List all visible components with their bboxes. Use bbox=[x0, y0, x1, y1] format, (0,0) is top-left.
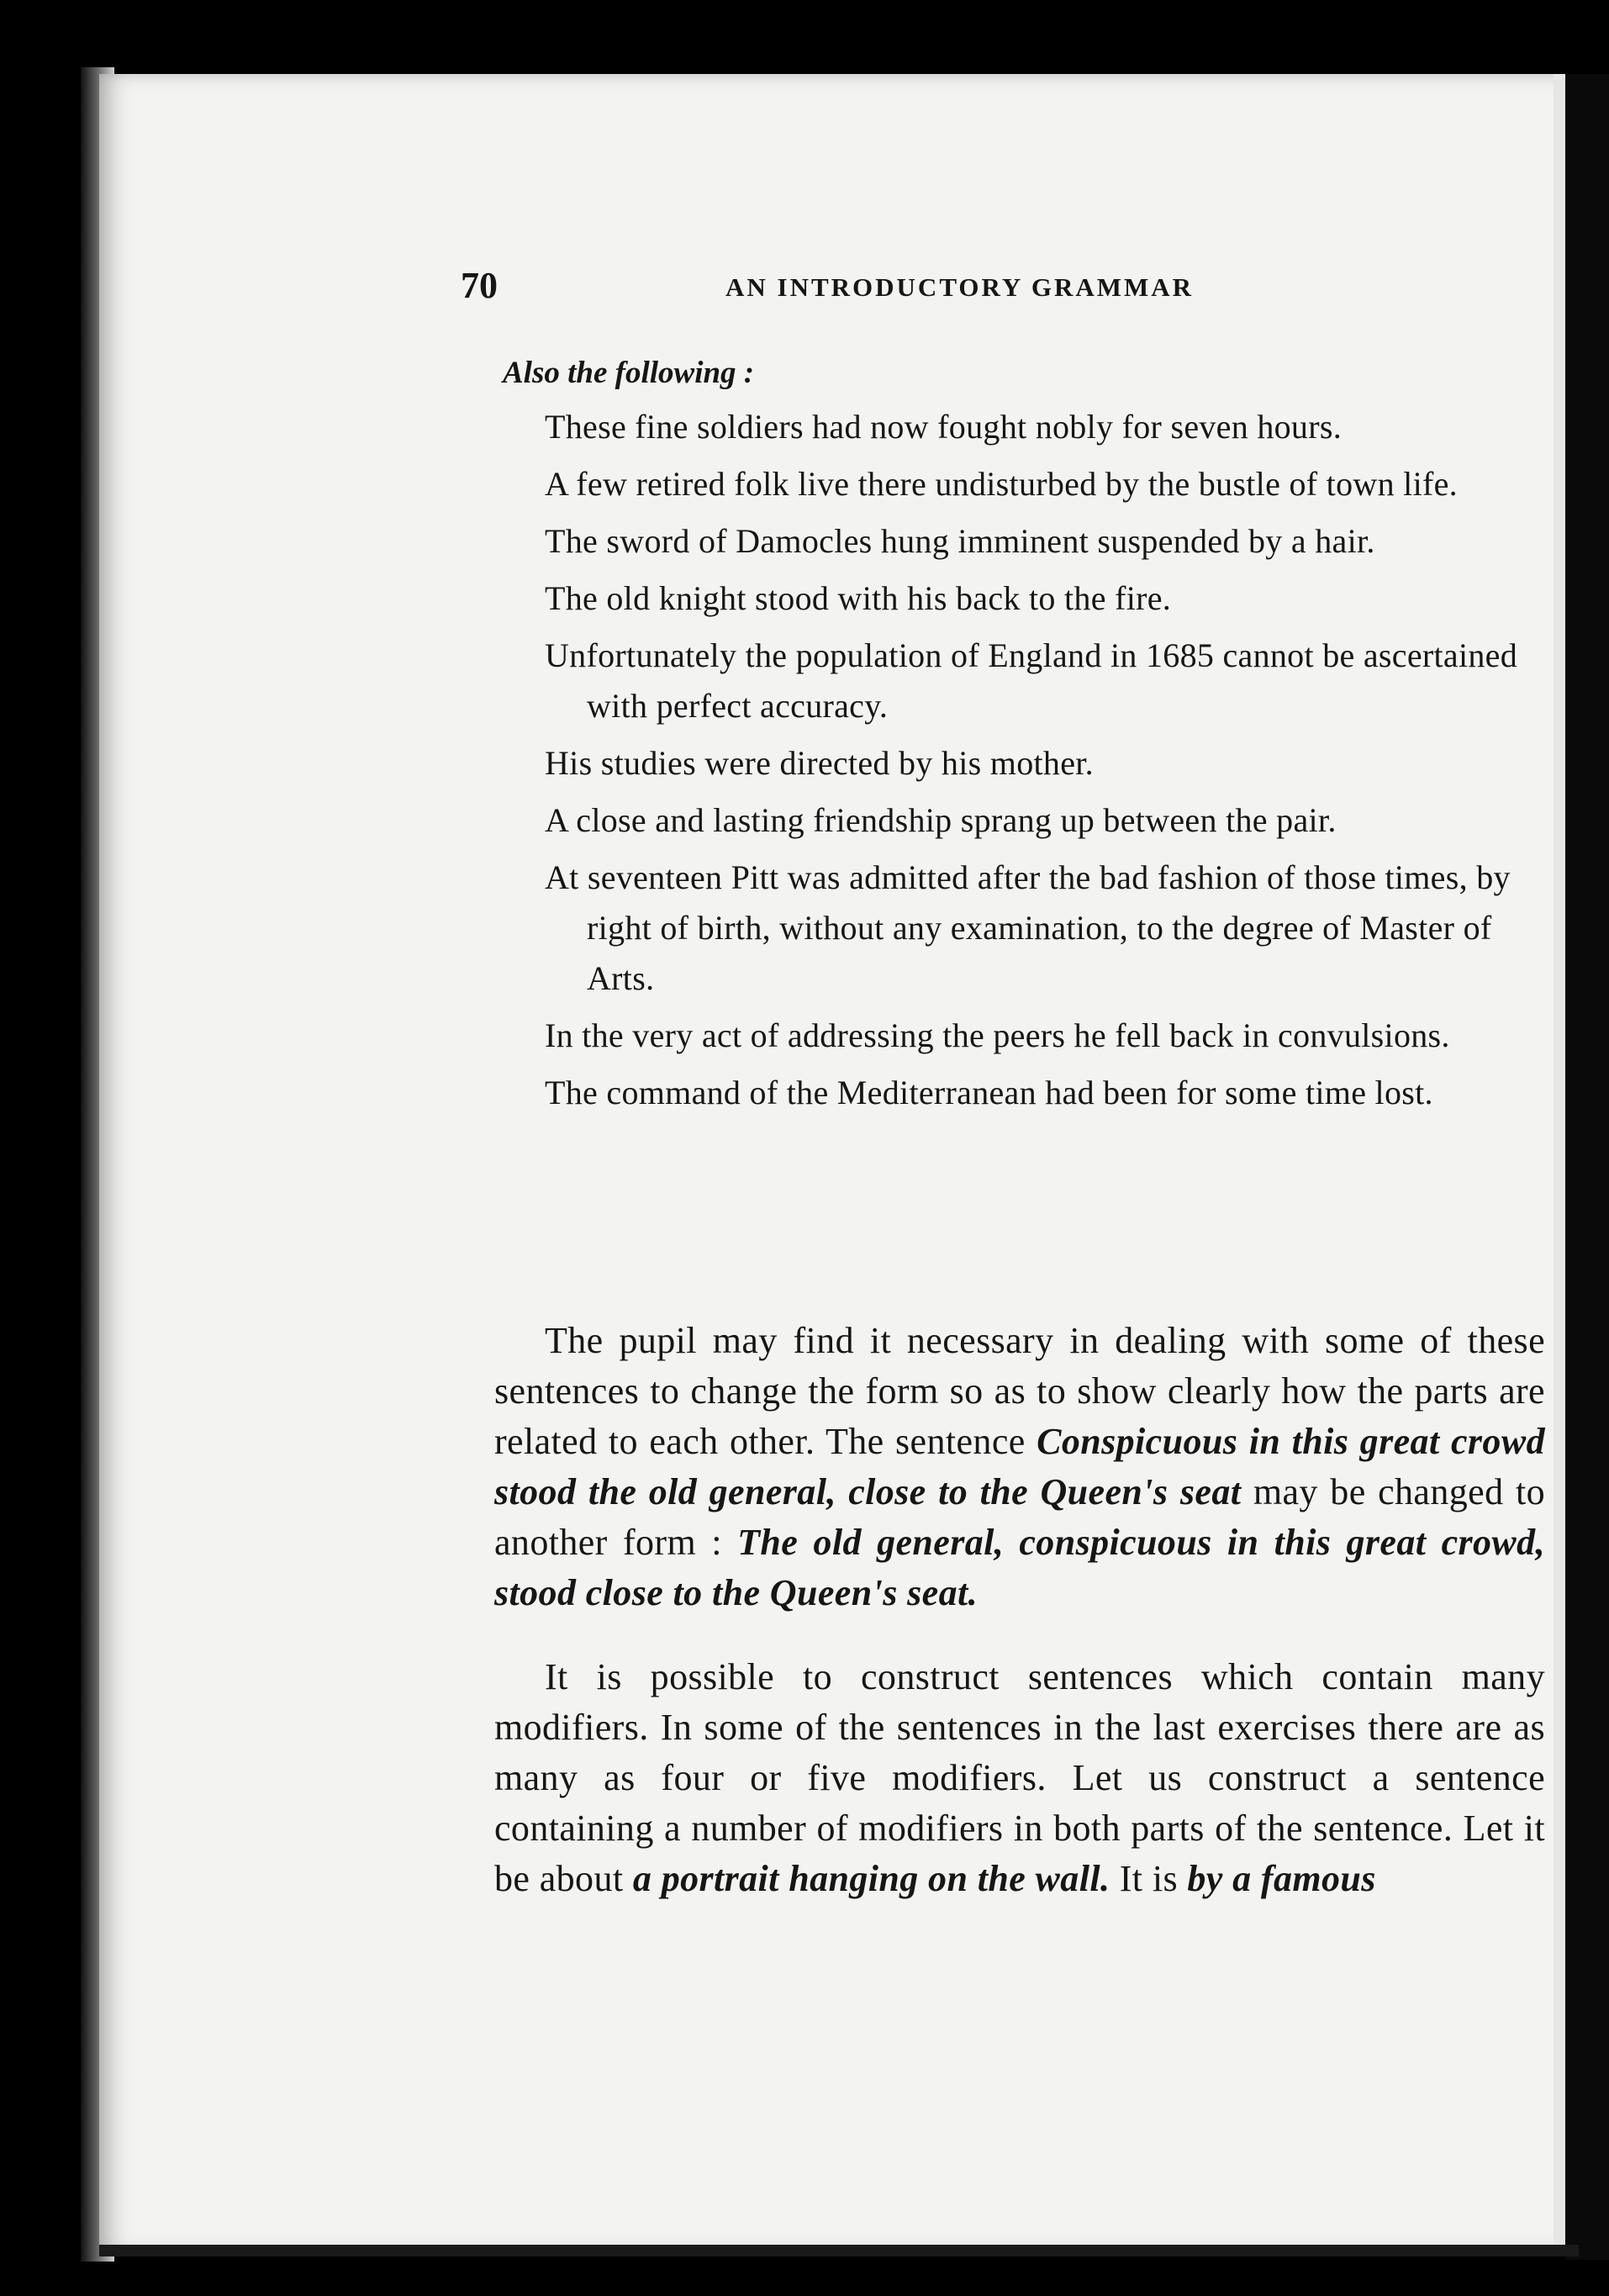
example-sentence: The old knight stood with his back to the fire. bbox=[545, 579, 1172, 617]
italic-example: a portrait hanging on the wall. bbox=[632, 1858, 1110, 1899]
example-sentence-list bbox=[545, 402, 1537, 1125]
example-sentence: Unfortunately the population of England in 1685 cannot be ascertained with perfect accuracy. bbox=[545, 636, 1518, 725]
running-head bbox=[461, 261, 1495, 311]
paragraph-modifiers bbox=[494, 1652, 1545, 1904]
scan-border-right bbox=[1565, 74, 1609, 2260]
body-text bbox=[494, 1316, 1545, 1938]
paragraph-text: It is bbox=[1110, 1858, 1188, 1899]
paragraph-text: It is possible to construct sentences which contain many modifiers. In some of the sentences in the last exercises there are as many as four or five modifiers. Let us construct a sentence containing a number of modifiers in both parts of the sentence. Let it be about bbox=[494, 1656, 1545, 1899]
running-head-title: AN INTRODUCTORY GRAMMAR bbox=[725, 272, 1195, 302]
example-sentence: The command of the Mediterranean had been for some time lost. bbox=[545, 1074, 1433, 1111]
examples-intro: Also the following : bbox=[503, 356, 755, 390]
paragraph-text: The pupil may find it necessary in dealing with some of these sentences to change the form so as to show clearly how the parts are related to each other. The sentence bbox=[494, 1320, 1545, 1462]
example-sentence: In the very act of addressing the peers he fell back in convulsions. bbox=[545, 1016, 1450, 1054]
example-sentence: His studies were directed by his mother. bbox=[545, 744, 1094, 782]
example-sentence: The sword of Damocles hung imminent suspended by a hair. bbox=[545, 522, 1375, 560]
italic-example: The old general, conspicuous in this great crowd, stood close to the Queen's seat. bbox=[494, 1522, 1545, 1613]
paragraph-text: may be changed to another form : bbox=[494, 1471, 1545, 1563]
paragraph-form-change bbox=[494, 1316, 1545, 1618]
italic-example: by a famous bbox=[1187, 1858, 1376, 1899]
example-sentence: These fine soldiers had now fought nobly for seven hours. bbox=[545, 408, 1343, 446]
example-sentence: A close and lasting friendship sprang up between the pair. bbox=[545, 801, 1337, 839]
example-sentence: A few retired folk live there undisturbed by the bustle of town life. bbox=[545, 465, 1458, 503]
page-number: 70 bbox=[461, 265, 498, 306]
scan-border-bottom bbox=[99, 2245, 1579, 2256]
italic-example: Conspicuous in this great crowd stood the old general, close to the Queen's seat bbox=[494, 1421, 1545, 1512]
example-sentence: At seventeen Pitt was admitted after the bad fashion of those times, by right of birth, without any examination, to the degree of Master of Arts. bbox=[545, 858, 1511, 997]
